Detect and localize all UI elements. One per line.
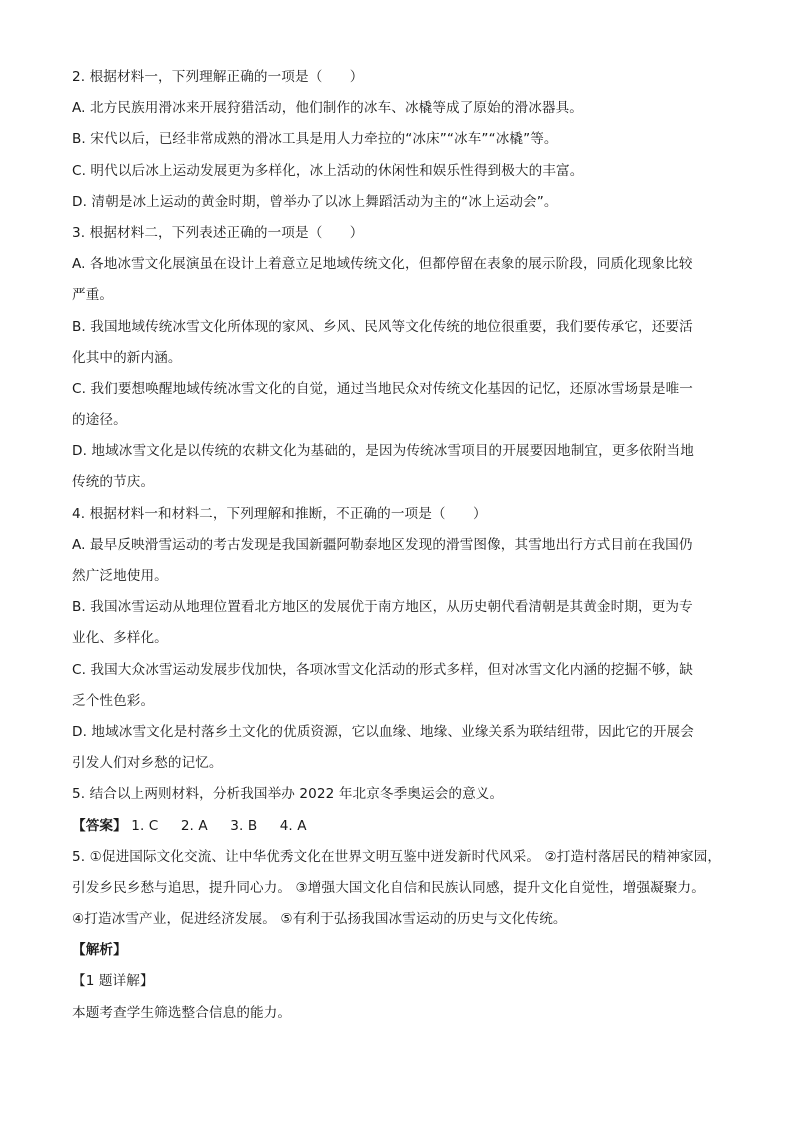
question-3-option-b-cont: 化其中的新内涵。 [72,349,182,366]
document-page [72,62,722,1029]
answer-key [72,811,722,842]
question-4-stem: 4. 根据材料一和材料二，下列理解和推断，不正确的一项是（ ） [72,505,487,522]
question-3-option-c-cont: 的途径。 [72,412,127,429]
question-4-option-a: A. 最早反映滑雪运动的考古发现是我国新疆阿勒泰地区发现的滑雪图像，其雪地出行方式目前在我国仍 [72,536,693,553]
answer-item-1: 1. C [131,817,159,834]
question-3-stem: 3. 根据材料二，下列表述正确的一项是（ ） [72,224,364,241]
question-4-option-d: D. 地域冰雪文化是村落乡土文化的优质资源，它以血缘、地缘、业缘关系为联结纽带，因此它的开展会 [72,723,694,740]
question-4-option-a-cont: 然广泛地使用。 [72,568,168,584]
answer-5-line-1: 5. ①促进国际文化交流、让中华优秀文化在世界文明互鉴中迸发新时代风采。 ②打造村落居民的精神家园， [72,848,722,865]
answer-tag: 【答案】 [72,817,127,834]
answer-item-3: 3. B [230,817,258,834]
question-3-option-d: D. 地域冰雪文化是以传统的农耕文化为基础的，是因为传统冰雪项目的开展要因地制宜，更多依附当地 [72,443,694,460]
question-2-option-b: B. 宋代以后，已经非常成熟的滑冰工具是用人力牵拉的“冰床”“冰车”“冰橇”等。 [72,131,558,148]
question-2-option-d: D. 清朝是冰上运动的黄金时期，曾举办了以冰上舞蹈活动为主的“冰上运动会”。 [72,193,558,210]
question-2-option-c: C. 明代以后冰上运动发展更为多样化，冰上活动的休闲性和娱乐性得到极大的丰富。 [72,162,584,179]
detail-text: 本题考查学生筛选整合信息的能力。 [72,1004,292,1021]
question-3-option-c: C. 我们要想唤醒地域传统冰雪文化的自觉，通过当地民众对传统文化基因的记忆，还原冰雪场景是唯一 [72,380,693,397]
detail-heading: 【1 题详解】 [72,973,154,990]
answer-item-4: 4. A [279,817,307,834]
question-3-option-a-cont: 严重。 [72,287,114,304]
answer-5-line-3: ④打造冰雪产业，促进经济发展。 ⑤有利于弘扬我国冰雪运动的历史与文化传统。 [72,911,567,928]
question-4-option-d-cont: 引发人们对乡愁的记忆。 [72,755,223,772]
question-3-option-a: A. 各地冰雪文化展演虽在设计上着意立足地域传统文化，但都停留在表象的展示阶段，同质化现象比较 [72,256,693,273]
question-2-stem: 2. 根据材料一，下列理解正确的一项是（ ） [72,69,364,85]
question-4-option-b: B. 我国冰雪运动从地理位置看北方地区的发展优于南方地区，从历史朝代看清朝是其黄金时期，更为专 [72,599,693,616]
question-5-stem: 5. 结合以上两则材料，分析我国举办 2022 年北京冬季奥运会的意义。 [72,786,504,803]
question-3-option-d-cont: 传统的节庆。 [72,474,155,491]
question-4-option-c: C. 我国大众冰雪运动发展步伐加快，各项冰雪文化活动的形式多样，但对冰雪文化内涵的挖掘不够，缺 [72,661,693,678]
answer-item-2: 2. A [180,817,208,834]
answer-5-line-2: 引发乡民乡愁与追思，提升同心力。 ③增强大国文化自信和民族认同感，提升文化自觉性，增强凝聚力。 [72,879,705,896]
analysis-heading: 【解析】 [72,942,127,959]
question-2-option-a: A. 北方民族用滑冰来开展狩猎活动，他们制作的冰车、冰橇等成了原始的滑冰器具。 [72,100,583,117]
question-4-option-b-cont: 业化、多样化。 [72,630,168,647]
question-3-option-b: B. 我国地域传统冰雪文化所体现的家风、乡风、民风等文化传统的地位很重要，我们要传承它，还要活 [72,318,693,335]
question-4-option-c-cont: 乏个性色彩。 [72,692,155,709]
